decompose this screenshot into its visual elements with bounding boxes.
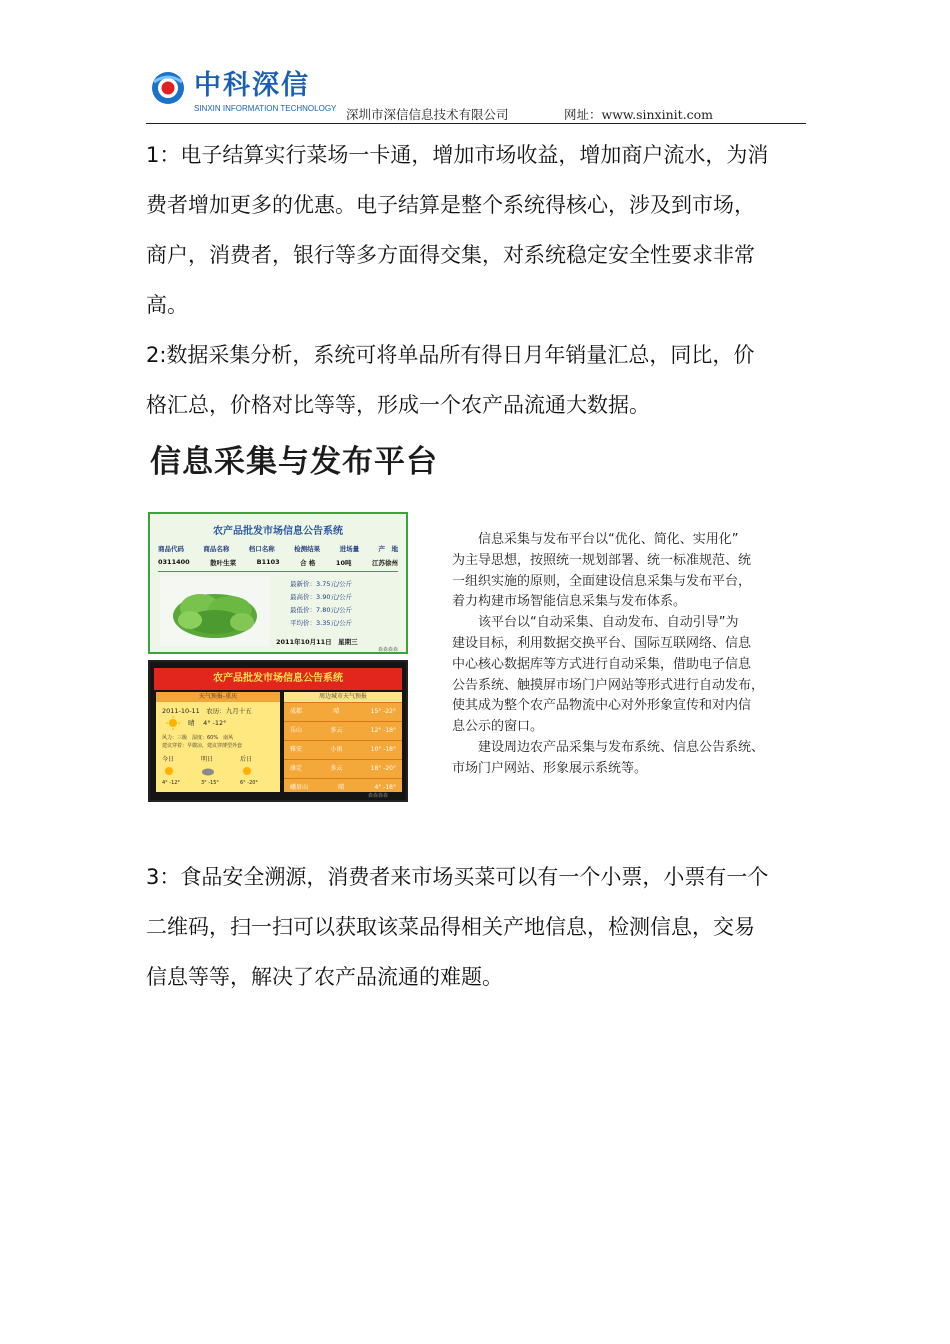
city-row [284, 721, 402, 740]
forecast-day [240, 754, 274, 786]
col-header: 检测结果 [294, 545, 321, 553]
city-weather: 晴 [333, 708, 340, 715]
text-line: 市场门户网站、形象展示系统等。 [452, 760, 648, 776]
info-board-green [148, 512, 408, 654]
city-row [284, 702, 402, 721]
info-board-weather [148, 660, 408, 802]
weather-wind: 风力：三级 湿度：60% 南风 [162, 735, 234, 741]
col-header: 商品代码 [158, 545, 184, 553]
forecast-day [162, 754, 196, 786]
brand-name: 中科深信 [194, 70, 310, 101]
price-low: 最低价：7.80元/公斤 [290, 606, 353, 614]
website-url[interactable]: 网址：www.sinxinit.com [564, 107, 714, 122]
board-title: 农产品批发市场信息公告系统 [213, 526, 343, 537]
cell: B1103 [256, 558, 280, 566]
day-label: 后日 [240, 756, 253, 763]
col-header: 商品名称 [203, 545, 230, 553]
local-weather [156, 692, 280, 792]
text-line: 该平台以“自动采集、自动发布、自动引导”为 [452, 615, 739, 631]
text-line: 使其成为整个农产品物流中心对外形象宣传和对内信 [452, 698, 752, 714]
weather-condition: 晴 4° -12° [188, 719, 227, 727]
city-weather: 小雨 [330, 746, 343, 753]
cloud-icon [201, 765, 215, 777]
text-line: 格汇总，价格对比等等，形成一个农产品流通大数据。 [146, 393, 650, 417]
text-line: 3：食品安全溯源，消费者来市场买菜可以有一个小票，小票有一个 [146, 865, 769, 889]
text-line: 着力构建市场智能信息采集与发布体系。 [452, 594, 687, 610]
city-name: 乐山 [290, 727, 303, 734]
sun-icon [162, 765, 176, 777]
city-temp: 15° -22° [370, 708, 396, 715]
city-weather: 多云 [330, 765, 343, 772]
platform-description [452, 530, 797, 780]
text-line: 信息等等，解决了农产品流通的难题。 [146, 965, 503, 989]
city-row [284, 759, 402, 778]
city-name: 成都 [290, 708, 303, 715]
city-temp: 18° -20° [370, 765, 396, 772]
day-label: 明日 [201, 756, 214, 763]
text-line: 中心核心数据库等方式进行自动采集，借助电子信息 [452, 656, 752, 672]
brand-english: SINXIN INFORMATION TECHNOLOGY [194, 104, 337, 113]
cell: 10吨 [335, 559, 352, 567]
cell: 江苏徐州 [371, 559, 398, 567]
nearby-weather [284, 692, 402, 792]
text-line: 为主导思想，按照统一规划部署、统一标准规范、统 [452, 552, 752, 568]
text-line: 二维码，扫一扫可以获取该菜品得相关产地信息，检测信息，交易 [146, 915, 755, 939]
board-footer: 森森森森 [367, 793, 388, 799]
local-weather-header: 天气预报-重庆 [156, 692, 280, 702]
text-line: 建设周边农产品采集与发布系统、信息公告系统、 [452, 739, 765, 755]
price-list [290, 578, 352, 630]
day-temp: 6° -20° [240, 780, 258, 786]
col-header: 产 地 [378, 545, 398, 553]
paragraph-1-2 [146, 130, 811, 430]
sinxin-logo-icon [150, 70, 186, 106]
board-header-row [158, 544, 398, 556]
city-weather: 晴 [338, 784, 345, 791]
company-name: 深圳市深信信息技术有限公司 [346, 107, 509, 122]
text-line: 息公示的窗口。 [452, 719, 544, 735]
paragraph-3 [146, 852, 811, 1002]
text-line: 费者增加更多的优惠。电子结算是整个系统得核心，涉及到市场， [146, 193, 755, 217]
weather-dress: 建议穿着：早微凉，建议穿薄型外套 [162, 743, 243, 749]
text-line: 1：电子结算实行菜场一卡通，增加市场收益，增加商户流水，为消 [146, 143, 769, 167]
city-weather: 多云 [330, 727, 343, 734]
text-line: 高。 [146, 293, 188, 317]
text-line: 一组织实施的原则，全面建设信息采集与发布平台， [452, 573, 752, 589]
sun-icon [166, 716, 180, 730]
forecast-day [201, 754, 235, 786]
board-title: 农产品批发市场信息公告系统 [154, 668, 402, 690]
col-header: 档口名称 [248, 545, 275, 553]
board-divider [158, 571, 398, 572]
text-line: 公告系统、触摸屏市场门户网站等形式进行自动发布， [452, 677, 765, 693]
cell: 0311400 [158, 558, 190, 566]
city-temp: 10° -18° [370, 746, 396, 753]
cell: 散叶生菜 [210, 559, 237, 567]
price-latest: 最新价：3.75元/公斤 [290, 580, 353, 588]
section-title: 信息采集与发布平台 [150, 444, 438, 480]
day-label: 今日 [162, 756, 175, 763]
city-row [284, 740, 402, 759]
board-date: 2011年10月11日 星期三 [276, 638, 358, 646]
board-footer: 森森森森 [377, 647, 398, 653]
city-name: 峨眉山 [290, 784, 309, 791]
weather-date: 2011-10-11 农历：九月十五 [162, 707, 252, 715]
text-line: 2:数据采集分析，系统可将单品所有得日月年销量汇总，同比，价 [146, 343, 755, 367]
nearby-weather-header: 周边城市天气预报 [284, 692, 402, 702]
text-line: 建设目标，利用数据交换平台、国际互联网络、信息 [452, 635, 752, 651]
header-divider [146, 123, 806, 124]
text-line: 信息采集与发布平台以“优化、简化、实用化” [452, 532, 739, 547]
price-high: 最高价：3.90元/公斤 [290, 593, 353, 601]
board-data-row [158, 558, 398, 570]
city-temp: 4° -18° [374, 784, 396, 791]
city-name: 康定 [290, 765, 303, 772]
forecast-days [162, 754, 274, 786]
sun-icon [240, 765, 254, 777]
text-line: 商户，消费者，银行等多方面得交集，对系统稳定安全性要求非常 [146, 243, 755, 267]
price-avg: 平均价：3.35元/公斤 [290, 619, 353, 627]
lettuce-image [160, 576, 270, 646]
page-header [146, 66, 806, 124]
day-temp: 4° -12° [162, 780, 180, 786]
city-temp: 12° -18° [370, 727, 396, 734]
cell: 合 格 [300, 559, 316, 567]
city-name: 雅安 [290, 746, 303, 753]
day-temp: 3° -15° [201, 780, 219, 786]
col-header: 进场量 [339, 545, 360, 553]
